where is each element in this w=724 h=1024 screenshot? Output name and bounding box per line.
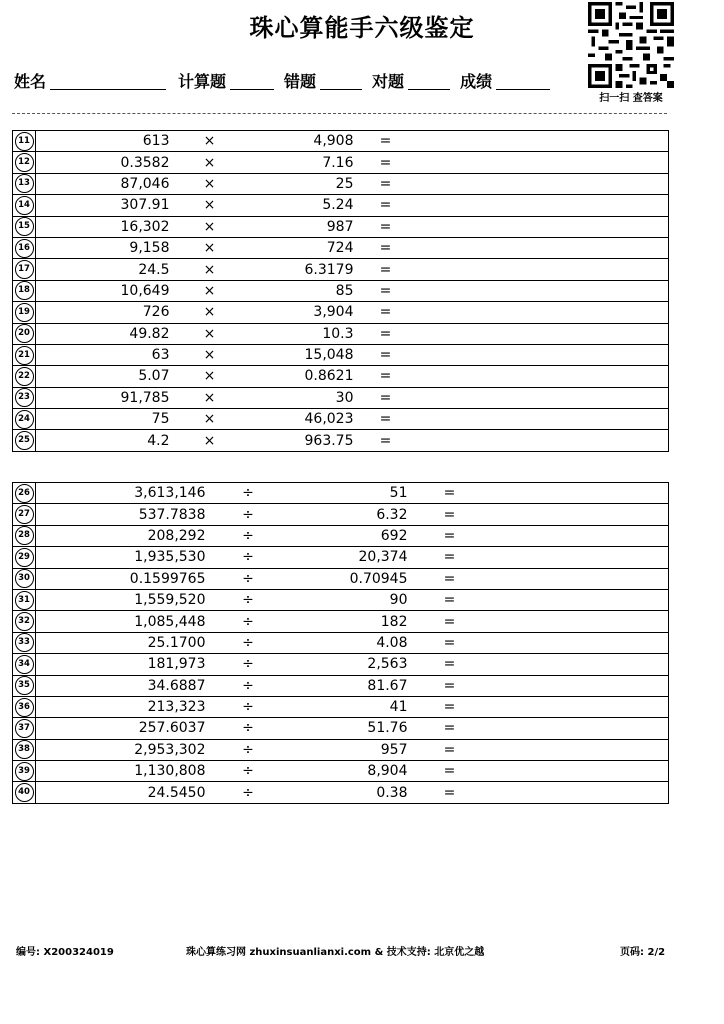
equals-sign: = <box>354 216 418 237</box>
problem-row <box>13 409 669 430</box>
equals-sign: = <box>354 344 418 365</box>
operator-sign: ÷ <box>206 782 291 803</box>
operator-sign: ÷ <box>206 654 291 675</box>
problem-row <box>13 675 669 696</box>
equals-sign: = <box>354 195 418 216</box>
equals-sign: = <box>408 568 492 589</box>
answer-cell[interactable] <box>492 611 669 632</box>
equals-sign: = <box>408 675 492 696</box>
operand-b: 0.8621 <box>250 366 354 387</box>
equals-sign: = <box>354 430 418 451</box>
problem-row <box>13 483 669 504</box>
equals-sign: = <box>354 302 418 323</box>
answer-cell[interactable] <box>418 430 669 451</box>
problem-row <box>13 430 669 451</box>
operand-a: 0.3582 <box>36 152 170 173</box>
operator-sign: ÷ <box>206 589 291 610</box>
operator-sign: ÷ <box>206 504 291 525</box>
operator-sign: × <box>170 280 250 301</box>
operand-b: 8,904 <box>291 761 408 782</box>
problem-number: 30 <box>15 569 34 588</box>
operand-b: 46,023 <box>250 409 354 430</box>
multiplication-table <box>12 130 669 452</box>
qr-caption: 扫一扫 查答案 <box>599 93 663 104</box>
problem-number-cell <box>13 761 36 782</box>
answer-cell[interactable] <box>492 696 669 717</box>
operand-b: 90 <box>291 589 408 610</box>
operand-a: 5.07 <box>36 366 170 387</box>
problem-number: 37 <box>15 719 34 738</box>
correct-count-label: 对题 <box>372 72 405 91</box>
problem-number-cell <box>13 483 36 504</box>
operator-sign: × <box>170 387 250 408</box>
operator-sign: ÷ <box>206 525 291 546</box>
operand-a: 4.2 <box>36 430 170 451</box>
footer-code: 编号: X200324019 <box>16 947 114 958</box>
operand-a: 3,613,146 <box>134 485 206 502</box>
answer-cell[interactable] <box>418 173 669 194</box>
operator-sign: ÷ <box>206 675 291 696</box>
problem-row <box>13 525 669 546</box>
problem-row <box>13 366 669 387</box>
operand-b: 85 <box>250 280 354 301</box>
operator-sign: × <box>170 173 250 194</box>
problem-row <box>13 216 669 237</box>
problem-row <box>13 195 669 216</box>
answer-cell[interactable] <box>418 323 669 344</box>
problem-number-cell <box>13 280 36 301</box>
problem-number-cell <box>13 568 36 589</box>
score-field[interactable] <box>496 71 550 90</box>
equals-sign: = <box>354 173 418 194</box>
operand-a: 307.91 <box>36 195 170 216</box>
operand-b: 0.70945 <box>291 568 408 589</box>
problem-number-cell <box>13 589 36 610</box>
operand-b: 4.08 <box>291 632 408 653</box>
operand-b: 0.38 <box>291 782 408 803</box>
problem-number: 34 <box>15 655 34 674</box>
equals-sign: = <box>354 259 418 280</box>
dashed-separator <box>12 113 667 114</box>
answer-cell[interactable] <box>492 782 669 803</box>
answer-cell[interactable] <box>418 280 669 301</box>
operand-a: 1,130,808 <box>36 761 206 782</box>
operand-a: 1,559,520 <box>36 589 206 610</box>
problem-row <box>13 387 669 408</box>
answer-cell[interactable] <box>492 718 669 739</box>
equals-sign: = <box>408 718 492 739</box>
problem-number: 24 <box>15 410 34 429</box>
equals-sign: = <box>354 366 418 387</box>
operand-b: 20,374 <box>291 547 408 568</box>
equals-sign: = <box>354 280 418 301</box>
answer-cell[interactable] <box>418 237 669 258</box>
problem-number: 35 <box>15 676 34 695</box>
answer-cell[interactable] <box>418 131 669 152</box>
equals-sign: = <box>354 409 418 430</box>
equals-sign: = <box>408 525 492 546</box>
operand-b: 10.3 <box>250 323 354 344</box>
problem-number: 22 <box>15 367 34 386</box>
equals-sign: = <box>354 237 418 258</box>
equals-sign: = <box>443 485 456 502</box>
problem-row <box>13 323 669 344</box>
problem-row <box>13 654 669 675</box>
answer-cell[interactable] <box>492 632 669 653</box>
operand-b: 182 <box>291 611 408 632</box>
problem-row <box>13 632 669 653</box>
problem-number: 40 <box>15 783 34 802</box>
operand-b: 30 <box>250 387 354 408</box>
equals-sign: = <box>408 782 492 803</box>
problem-number: 38 <box>15 740 34 759</box>
operator-sign: ÷ <box>206 718 291 739</box>
problem-number: 12 <box>15 153 34 172</box>
problem-row <box>13 761 669 782</box>
problem-number-cell <box>13 259 36 280</box>
problem-row <box>13 152 669 173</box>
equals-sign: = <box>354 323 418 344</box>
operand-b: 724 <box>250 237 354 258</box>
operand-a: 49.82 <box>36 323 170 344</box>
equals-sign: = <box>408 611 492 632</box>
operator-sign: ÷ <box>206 632 291 653</box>
problem-number-cell <box>13 344 36 365</box>
student-info-row <box>14 66 584 92</box>
problem-row <box>13 718 669 739</box>
equals-sign: = <box>408 504 492 525</box>
operand-a: 181,973 <box>36 654 206 675</box>
operand-a: 213,323 <box>36 696 206 717</box>
problem-number-cell <box>13 547 36 568</box>
operand-a: 0.1599765 <box>36 568 206 589</box>
problem-number: 14 <box>15 196 34 215</box>
operand-b: 51 <box>389 485 408 502</box>
operand-a: 9,158 <box>36 237 170 258</box>
operand-b: 2,563 <box>291 654 408 675</box>
wrong-count-label: 错题 <box>284 72 317 91</box>
equals-sign: = <box>354 387 418 408</box>
footer-site: 珠心算练习网 zhuxinsuanlianxi.com & 技术支持: 北京优之越 <box>186 947 485 958</box>
problem-row <box>13 302 669 323</box>
problem-row <box>13 344 669 365</box>
problem-number-cell <box>13 173 36 194</box>
operand-a: 24.5450 <box>36 782 206 803</box>
operand-b: 51.76 <box>291 718 408 739</box>
problem-number-cell <box>13 366 36 387</box>
answer-cell[interactable] <box>418 302 669 323</box>
problem-number: 33 <box>15 633 34 652</box>
equals-sign: = <box>354 152 418 173</box>
operand-b: 41 <box>291 696 408 717</box>
answer-cell[interactable] <box>492 654 669 675</box>
answer-cell[interactable] <box>492 504 669 525</box>
problem-number-cell <box>13 632 36 653</box>
problem-number-cell <box>13 430 36 451</box>
problem-row <box>13 739 669 760</box>
problem-number-cell <box>13 323 36 344</box>
problem-number-cell <box>13 696 36 717</box>
problem-row <box>13 589 669 610</box>
problem-number: 15 <box>15 217 34 236</box>
operator-sign: ÷ <box>206 568 291 589</box>
problem-number-cell <box>13 739 36 760</box>
answer-cell[interactable] <box>492 739 669 760</box>
answer-cell[interactable] <box>492 761 669 782</box>
equals-sign: = <box>408 547 492 568</box>
answer-cell[interactable] <box>418 344 669 365</box>
problem-number: 26 <box>15 484 34 503</box>
problem-number-cell <box>13 718 36 739</box>
problem-number: 29 <box>15 548 34 567</box>
problem-row <box>13 504 669 525</box>
problem-number: 39 <box>15 762 34 781</box>
problem-number: 36 <box>15 698 34 717</box>
problem-number: 19 <box>15 303 34 322</box>
answer-cell[interactable] <box>492 675 669 696</box>
equals-sign: = <box>408 761 492 782</box>
operator-sign: × <box>170 216 250 237</box>
problem-number: 16 <box>15 239 34 258</box>
operand-b: 5.24 <box>250 195 354 216</box>
problem-number-cell <box>13 409 36 430</box>
name-field[interactable] <box>50 71 166 90</box>
operand-b: 963.75 <box>250 430 354 451</box>
problem-number-cell <box>13 195 36 216</box>
operator-sign: × <box>170 366 250 387</box>
operand-a: 63 <box>36 344 170 365</box>
equals-sign: = <box>408 632 492 653</box>
operand-b: 987 <box>250 216 354 237</box>
problem-row <box>13 280 669 301</box>
answer-cell[interactable] <box>418 409 669 430</box>
problem-number: 20 <box>15 324 34 343</box>
answer-cell[interactable] <box>492 547 669 568</box>
operator-sign: ÷ <box>242 485 254 502</box>
operand-b: 6.3179 <box>250 259 354 280</box>
operand-a: 2,953,302 <box>36 739 206 760</box>
answer-cell[interactable] <box>418 259 669 280</box>
operand-a: 208,292 <box>36 525 206 546</box>
problem-number-cell <box>13 525 36 546</box>
problem-number-cell <box>13 131 36 152</box>
operand-a: 257.6037 <box>36 718 206 739</box>
problem-number: 31 <box>15 591 34 610</box>
problem-number: 13 <box>15 174 34 193</box>
operator-sign: ÷ <box>206 611 291 632</box>
answer-cell[interactable] <box>492 589 669 610</box>
correct-count-field[interactable] <box>408 71 450 90</box>
problem-number: 23 <box>15 388 34 407</box>
operator-sign: × <box>170 344 250 365</box>
problem-row <box>13 568 669 589</box>
operand-a: 75 <box>36 409 170 430</box>
operator-sign: × <box>170 302 250 323</box>
total-questions-field[interactable] <box>230 71 274 90</box>
operator-sign: × <box>170 152 250 173</box>
problem-row <box>13 237 669 258</box>
problem-number: 18 <box>15 281 34 300</box>
operator-sign: × <box>203 133 216 150</box>
name-label: 姓名 <box>14 72 47 91</box>
problem-number-cell <box>13 654 36 675</box>
problem-row <box>13 782 669 803</box>
problem-number: 25 <box>15 431 34 450</box>
operator-sign: × <box>170 237 250 258</box>
problem-row <box>13 259 669 280</box>
problem-number-cell <box>13 152 36 173</box>
problem-row <box>13 131 669 152</box>
qr-code-icon[interactable] <box>587 2 675 88</box>
problem-number-cell <box>13 504 36 525</box>
wrong-count-field[interactable] <box>320 71 362 90</box>
equals-sign: = <box>408 654 492 675</box>
problem-number: 32 <box>15 612 34 631</box>
problem-number-cell <box>13 302 36 323</box>
operand-a: 726 <box>36 302 170 323</box>
operand-a: 87,046 <box>36 173 170 194</box>
page-title: 珠心算能手六级鉴定 <box>249 14 475 42</box>
operand-a: 34.6887 <box>36 675 206 696</box>
operand-b: 692 <box>291 525 408 546</box>
operator-sign: × <box>170 430 250 451</box>
operand-b: 3,904 <box>250 302 354 323</box>
problem-row <box>13 547 669 568</box>
answer-cell[interactable] <box>418 152 669 173</box>
operator-sign: × <box>170 195 250 216</box>
equals-sign: = <box>408 589 492 610</box>
operand-a: 91,785 <box>36 387 170 408</box>
operand-a: 537.7838 <box>36 504 206 525</box>
operand-a: 1,935,530 <box>36 547 206 568</box>
problem-number-cell <box>13 216 36 237</box>
problem-row <box>13 611 669 632</box>
problem-number: 17 <box>15 260 34 279</box>
problem-number: 11 <box>15 132 34 151</box>
operator-sign: ÷ <box>206 739 291 760</box>
problem-row <box>13 696 669 717</box>
problem-number-cell <box>13 675 36 696</box>
operand-b: 25 <box>250 173 354 194</box>
operator-sign: ÷ <box>206 761 291 782</box>
total-questions-label: 计算题 <box>178 72 227 91</box>
operator-sign: × <box>170 323 250 344</box>
problem-number: 27 <box>15 505 34 524</box>
answer-cell[interactable] <box>492 525 669 546</box>
problem-number-cell <box>13 611 36 632</box>
operand-a: 10,649 <box>36 280 170 301</box>
operator-sign: ÷ <box>206 696 291 717</box>
answer-cell[interactable] <box>418 195 669 216</box>
division-table <box>12 482 669 804</box>
operator-sign: ÷ <box>206 547 291 568</box>
operand-a: 613 <box>142 133 170 150</box>
operand-a: 25.1700 <box>36 632 206 653</box>
operand-a: 1,085,448 <box>36 611 206 632</box>
answer-cell[interactable] <box>418 366 669 387</box>
operand-b: 6.32 <box>291 504 408 525</box>
problem-row <box>13 173 669 194</box>
equals-sign: = <box>408 696 492 717</box>
score-label: 成绩 <box>460 72 493 91</box>
operand-b: 4,908 <box>313 133 354 150</box>
operand-a: 24.5 <box>36 259 170 280</box>
operand-a: 16,302 <box>36 216 170 237</box>
equals-sign: = <box>408 739 492 760</box>
answer-cell[interactable] <box>492 568 669 589</box>
problem-number: 28 <box>15 526 34 545</box>
problem-number-cell <box>13 237 36 258</box>
operand-b: 81.67 <box>291 675 408 696</box>
footer-page: 页码: 2/2 <box>620 947 666 958</box>
answer-cell[interactable] <box>492 483 669 504</box>
equals-sign: = <box>379 133 392 150</box>
problem-number-cell <box>13 387 36 408</box>
operand-b: 7.16 <box>250 152 354 173</box>
answer-cell[interactable] <box>418 216 669 237</box>
problem-number: 21 <box>15 346 34 365</box>
operand-b: 957 <box>291 739 408 760</box>
answer-cell[interactable] <box>418 387 669 408</box>
operator-sign: × <box>170 409 250 430</box>
operand-b: 15,048 <box>250 344 354 365</box>
problem-number-cell <box>13 782 36 803</box>
operator-sign: × <box>170 259 250 280</box>
